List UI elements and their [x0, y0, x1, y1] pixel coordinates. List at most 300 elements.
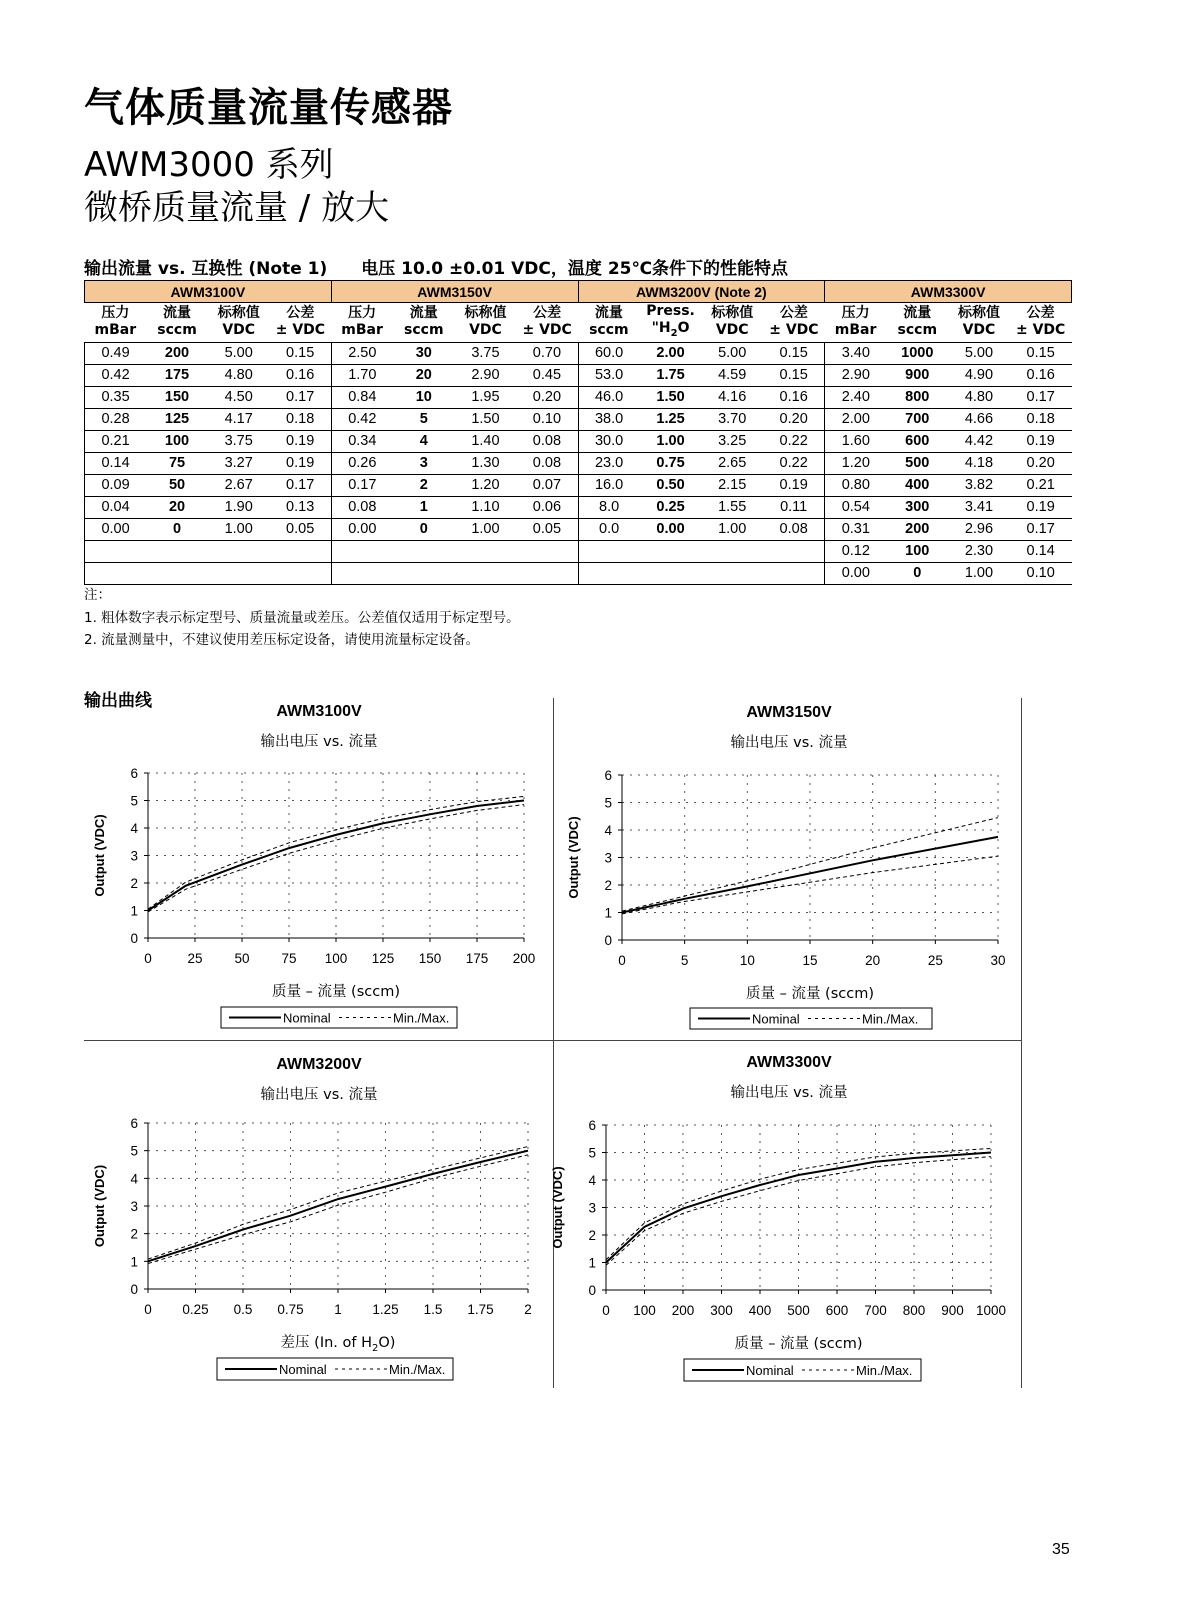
- legend-label-minmax: Min./Max.: [393, 1010, 450, 1026]
- table-cell: [85, 540, 147, 562]
- table-row: [85, 386, 1072, 408]
- legend-label-nominal: Nominal: [752, 1011, 800, 1027]
- x-tick-label: 15: [802, 953, 818, 968]
- table-cell: 3.75: [208, 430, 270, 452]
- y-tick-label: 5: [588, 1145, 596, 1161]
- table-cell: [763, 540, 825, 562]
- column-header-label: 标称值: [217, 305, 260, 322]
- table-cell: 125: [146, 408, 208, 430]
- table-cell: 38.0: [578, 408, 640, 430]
- series-line-min: [148, 805, 524, 912]
- x-tick-label: 0.5: [233, 1302, 253, 1317]
- column-header-label: 流量: [409, 305, 438, 322]
- table-cell: 0.19: [270, 430, 332, 452]
- chart-svg: [84, 1056, 554, 1401]
- table-cell: 1.50: [640, 386, 702, 408]
- chart-awm3150v: [554, 704, 1024, 1049]
- column-header-label: 标称值: [957, 305, 1000, 322]
- table-cell: [578, 562, 640, 584]
- table-column-header: [85, 303, 147, 343]
- series-line-min: [606, 1157, 991, 1266]
- table-cell: 200: [886, 518, 948, 540]
- table-cell: 1.00: [208, 518, 270, 540]
- table-cell: 0.20: [516, 386, 578, 408]
- chart-svg: [550, 1054, 1024, 1399]
- legend-label-minmax: Min./Max.: [856, 1363, 913, 1378]
- table-cell: 4.17: [208, 408, 270, 430]
- table-cell: 0.10: [1010, 562, 1072, 584]
- table-cell: 0.45: [516, 364, 578, 386]
- table-cell: 4.80: [948, 386, 1010, 408]
- table-cell: 46.0: [578, 386, 640, 408]
- column-header-label: 流量: [163, 305, 192, 322]
- y-axis-label: Output (VDC): [550, 1166, 565, 1249]
- table-cell: 0.18: [1010, 408, 1072, 430]
- table-cell: 900: [886, 364, 948, 386]
- table-row: [85, 474, 1072, 496]
- column-header-unit: ± VDC: [522, 322, 572, 339]
- chart-subtitle: 输出电压 vs. 流量: [260, 734, 378, 750]
- table-cell: 0.11: [763, 496, 825, 518]
- table-cell: 0.25: [640, 496, 702, 518]
- y-tick-label: 2: [130, 876, 138, 891]
- legend-label-minmax: Min./Max.: [862, 1011, 919, 1027]
- table-cell: 100: [886, 540, 948, 562]
- table-column-header: [640, 303, 702, 343]
- table-cell: 30.0: [578, 430, 640, 452]
- table-cell: 1.90: [208, 496, 270, 518]
- x-tick-label: 125: [371, 951, 395, 966]
- table-cell: 5: [393, 408, 455, 430]
- table-cell: 0.21: [85, 430, 147, 452]
- table-cell: 3.41: [948, 496, 1010, 518]
- x-tick-label: 400: [748, 1303, 772, 1318]
- table-cell: 3.40: [825, 342, 887, 364]
- table-cell: 1.55: [701, 496, 763, 518]
- table-cell: [516, 562, 578, 584]
- table-cell: [146, 562, 208, 584]
- table-cell: [208, 562, 270, 584]
- table-row: [85, 540, 1072, 562]
- table-column-header: [763, 303, 825, 343]
- y-tick-label: 3: [588, 1200, 596, 1216]
- table-cell: 1.25: [640, 408, 702, 430]
- x-tick-label: 0: [618, 953, 626, 968]
- table-cell: 0.42: [331, 408, 393, 430]
- table-column-header: [825, 303, 887, 343]
- table-cell: 0.08: [763, 518, 825, 540]
- x-tick-label: 200: [512, 951, 536, 966]
- table-cell: 10: [393, 386, 455, 408]
- table-cell: 0.84: [331, 386, 393, 408]
- table-column-header: [393, 303, 455, 343]
- table-cell: [270, 562, 332, 584]
- table-cell: 300: [886, 496, 948, 518]
- table-cell: 2.65: [701, 452, 763, 474]
- chart-title: AWM3300V: [746, 1054, 832, 1071]
- table-row: [85, 364, 1072, 386]
- table-cell: 1.30: [455, 452, 517, 474]
- column-header-unit: ± VDC: [1015, 322, 1066, 339]
- table-cell: 0.35: [85, 386, 147, 408]
- table-cell: 0.00: [825, 562, 887, 584]
- table-cell: 0.06: [516, 496, 578, 518]
- y-tick-label: 1: [130, 1254, 138, 1270]
- table-cell: 75: [146, 452, 208, 474]
- table-cell: 1.00: [701, 518, 763, 540]
- table-cell: 0.07: [516, 474, 578, 496]
- table-cell: 4.42: [948, 430, 1010, 452]
- column-header-unit: VDC: [962, 322, 996, 339]
- table-cell: 0.00: [331, 518, 393, 540]
- table-cell: 0.17: [270, 474, 332, 496]
- series-name: AWM3000 系列: [84, 145, 334, 185]
- table-cell: 1: [393, 496, 455, 518]
- table-cell: 0.21: [1010, 474, 1072, 496]
- y-tick-label: 6: [604, 768, 612, 783]
- table-cell: 8.0: [578, 496, 640, 518]
- x-tick-label: 1.25: [372, 1302, 399, 1317]
- x-tick-label: 2: [524, 1302, 532, 1317]
- table-cell: 4.80: [208, 364, 270, 386]
- table-cell: 1.20: [825, 452, 887, 474]
- table-cell: 0.17: [331, 474, 393, 496]
- x-tick-label: 25: [187, 951, 203, 966]
- table-column-header: [948, 303, 1010, 343]
- table-row: [85, 342, 1072, 364]
- note-2: 2. 流量测量中，不建议使用差压标定设备，请使用流量标定设备。: [84, 632, 480, 648]
- table-cell: 0.15: [763, 342, 825, 364]
- table-cell: 4: [393, 430, 455, 452]
- x-tick-label: 1.5: [423, 1302, 443, 1317]
- table-cell: [208, 540, 270, 562]
- table-cell: 2.50: [331, 342, 393, 364]
- chart-awm3200v: [84, 1056, 554, 1401]
- y-axis-label: Output (VDC): [92, 814, 107, 897]
- chart-awm3100v: [84, 703, 554, 1048]
- column-header-label: 标称值: [711, 305, 754, 322]
- x-tick-label: 1.75: [467, 1302, 494, 1317]
- table-group-header: AWM3300V: [825, 281, 1072, 303]
- y-tick-label: 0: [588, 1283, 596, 1298]
- x-tick-label: 100: [633, 1303, 656, 1318]
- legend-label-nominal: Nominal: [283, 1010, 331, 1026]
- table-column-header: [455, 303, 517, 343]
- table-cell: 175: [146, 364, 208, 386]
- column-header-unit: VDC: [469, 322, 502, 339]
- legend-label-nominal: Nominal: [746, 1363, 794, 1378]
- chart-title: AWM3150V: [746, 704, 832, 721]
- table-cell: 2.67: [208, 474, 270, 496]
- note-1: 1. 粗体数字表示标定型号、质量流量或差压。公差值仅适用于标定型号。: [84, 609, 520, 626]
- column-header-label: 公差: [286, 305, 315, 322]
- chart-awm3300v: [550, 1054, 1024, 1399]
- table-cell: 30: [393, 342, 455, 364]
- x-tick-label: 0.75: [277, 1302, 304, 1317]
- x-tick-label: 800: [902, 1303, 926, 1318]
- y-tick-label: 1: [130, 903, 138, 919]
- column-header-label: 公差: [1026, 305, 1055, 322]
- legend-label-nominal: Nominal: [279, 1362, 327, 1377]
- table-cell: 4.90: [948, 364, 1010, 386]
- page-title: 气体质量流量传感器: [84, 85, 453, 131]
- table-cell: [701, 540, 763, 562]
- table-cell: 150: [146, 386, 208, 408]
- x-tick-label: 75: [281, 951, 297, 966]
- table-cell: 0: [886, 562, 948, 584]
- page-number: 35: [1052, 1541, 1070, 1558]
- column-header-label: 公差: [779, 305, 808, 322]
- table-cell: 3.27: [208, 452, 270, 474]
- table-cell: [331, 540, 393, 562]
- y-axis-label: Output (VDC): [566, 816, 581, 899]
- table-cell: 2.00: [825, 408, 887, 430]
- column-header-unit: sccm: [404, 322, 444, 339]
- table-cell: 0: [146, 518, 208, 540]
- table-cell: [455, 540, 517, 562]
- table-cell: 0.22: [763, 430, 825, 452]
- x-tick-label: 0: [144, 1302, 152, 1317]
- column-header-label: 压力: [348, 305, 377, 322]
- table-cell: 0.19: [1010, 496, 1072, 518]
- y-tick-label: 1: [604, 905, 612, 921]
- table-cell: 0.75: [640, 452, 702, 474]
- y-tick-label: 4: [604, 823, 612, 838]
- x-axis-label: 质量 – 流量 (sccm): [271, 984, 401, 1000]
- y-axis-label: Output (VDC): [92, 1164, 107, 1248]
- table-cell: 0.50: [640, 474, 702, 496]
- y-tick-label: 4: [588, 1173, 596, 1188]
- x-tick-label: 50: [234, 951, 250, 966]
- table-row: [85, 496, 1072, 518]
- table-cell: 1.00: [948, 562, 1010, 584]
- table-cell: [701, 562, 763, 584]
- table-cell: 53.0: [578, 364, 640, 386]
- table-column-header: [270, 303, 332, 343]
- legend-label-minmax: Min./Max.: [389, 1362, 446, 1377]
- table-cell: 1.70: [331, 364, 393, 386]
- column-header-unit: ± VDC: [275, 322, 326, 339]
- table-cell: 0.19: [1010, 430, 1072, 452]
- table-cell: 2.00: [640, 342, 702, 364]
- table-column-header: [578, 303, 640, 343]
- table-cell: 0.22: [763, 452, 825, 474]
- table-cell: 60.0: [578, 342, 640, 364]
- y-tick-label: 5: [130, 1143, 138, 1159]
- table-heading-left: 输出流量 vs. 互换性 (Note 1): [84, 259, 328, 279]
- table-cell: [455, 562, 517, 584]
- chart-svg: [84, 703, 554, 1048]
- column-header-unit: VDC: [222, 322, 256, 339]
- column-header-unit: sccm: [157, 322, 197, 339]
- table-cell: 0.14: [85, 452, 147, 474]
- chart-title: AWM3200V: [276, 1056, 362, 1073]
- table-column-header: [146, 303, 208, 343]
- table-cell: [516, 540, 578, 562]
- table-cell: 500: [886, 452, 948, 474]
- table-cell: [146, 540, 208, 562]
- y-tick-label: 3: [130, 1199, 138, 1214]
- table-group-header: AWM3150V: [331, 281, 578, 303]
- table-column-header: [886, 303, 948, 343]
- table-cell: 0.17: [1010, 386, 1072, 408]
- table-cell: 0.80: [825, 474, 887, 496]
- table-column-header: [1010, 303, 1072, 343]
- table-cell: 5.00: [701, 342, 763, 364]
- chart-svg: [554, 704, 1024, 1049]
- page-subtitle: 微桥质量流量 / 放大: [84, 188, 390, 228]
- table-cell: 100: [146, 430, 208, 452]
- table-cell: 0.49: [85, 342, 147, 364]
- y-tick-label: 2: [130, 1226, 138, 1242]
- table-cell: 0.20: [1010, 452, 1072, 474]
- x-axis-label: 质量 – 流量 (sccm): [734, 1336, 863, 1352]
- notes: [84, 584, 520, 652]
- column-header-label: 公差: [533, 305, 562, 322]
- table-heading: [84, 254, 788, 279]
- table-cell: [270, 540, 332, 562]
- table-cell: 3.75: [455, 342, 517, 364]
- table-cell: [331, 562, 393, 584]
- table-row: [85, 562, 1072, 584]
- x-tick-label: 0.25: [182, 1302, 209, 1317]
- x-tick-label: 0: [144, 951, 152, 966]
- table-cell: 0.15: [270, 342, 332, 364]
- y-tick-label: 6: [130, 766, 138, 781]
- table-cell: 0.28: [85, 408, 147, 430]
- table-cell: 4.66: [948, 408, 1010, 430]
- table-cell: 0.00: [640, 518, 702, 540]
- performance-table: [84, 280, 1072, 585]
- table-cell: 0.00: [85, 518, 147, 540]
- table-cell: 0.14: [1010, 540, 1072, 562]
- table-cell: [393, 562, 455, 584]
- x-tick-label: 5: [680, 953, 689, 968]
- table-cell: [763, 562, 825, 584]
- table-cell: 0.05: [270, 518, 332, 540]
- chart-subtitle: 输出电压 vs. 流量: [730, 1085, 848, 1101]
- table-cell: 23.0: [578, 452, 640, 474]
- column-header-label: 压力: [101, 305, 130, 322]
- table-cell: 0.19: [270, 452, 332, 474]
- table-cell: 2.96: [948, 518, 1010, 540]
- table-cell: 2: [393, 474, 455, 496]
- table-cell: 0.0: [578, 518, 640, 540]
- y-tick-label: 0: [130, 931, 138, 946]
- table-cell: 20: [393, 364, 455, 386]
- x-tick-label: 1000: [975, 1303, 1007, 1318]
- notes-label: 注：: [84, 587, 111, 603]
- y-tick-label: 0: [130, 1282, 138, 1297]
- column-header-label: 流量: [903, 305, 932, 322]
- table-cell: 1.75: [640, 364, 702, 386]
- x-tick-label: 20: [865, 953, 881, 968]
- column-header-unit: sccm: [897, 322, 938, 339]
- table-cell: 3.82: [948, 474, 1010, 496]
- column-header-unit: mBar: [341, 322, 383, 339]
- column-header-label: 压力: [841, 305, 870, 322]
- x-tick-label: 150: [418, 951, 442, 966]
- y-tick-label: 2: [588, 1228, 596, 1243]
- table-cell: 2.30: [948, 540, 1010, 562]
- column-header-unit: VDC: [715, 322, 749, 339]
- chart-subtitle: 输出电压 vs. 流量: [730, 735, 848, 751]
- table-cell: 400: [886, 474, 948, 496]
- table-cell: 200: [146, 342, 208, 364]
- table-cell: 2.90: [455, 364, 517, 386]
- table-column-header: [208, 303, 270, 343]
- x-tick-label: 500: [787, 1303, 810, 1318]
- table-row: [85, 408, 1072, 430]
- table-cell: 0.04: [85, 496, 147, 518]
- table-cell: 600: [886, 430, 948, 452]
- table-cell: [578, 540, 640, 562]
- table-cell: 0.09: [85, 474, 147, 496]
- chart-title: AWM3100V: [276, 703, 362, 720]
- table-cell: 2.40: [825, 386, 887, 408]
- x-axis-label: 差压 (In. of $H_2O$): [280, 1335, 396, 1354]
- y-tick-label: 4: [130, 1171, 138, 1187]
- table-cell: 0.15: [1010, 342, 1072, 364]
- table-cell: 16.0: [578, 474, 640, 496]
- table-cell: [640, 562, 702, 584]
- x-tick-label: 600: [825, 1303, 849, 1318]
- table-cell: 0.10: [516, 408, 578, 430]
- table-column-header: [701, 303, 763, 343]
- x-tick-label: 200: [671, 1303, 695, 1318]
- table-column-header: [516, 303, 578, 343]
- table-cell: 1000: [886, 342, 948, 364]
- table-cell: 2.15: [701, 474, 763, 496]
- table-cell: 700: [886, 408, 948, 430]
- table-heading-right: 电压 10.0 ±0.01 VDC，温度 25℃条件下的性能特点: [361, 259, 789, 279]
- table-cell: 3.70: [701, 408, 763, 430]
- table-cell: 0.17: [270, 386, 332, 408]
- x-tick-label: 10: [739, 953, 755, 968]
- table-cell: 3.25: [701, 430, 763, 452]
- table-cell: 50: [146, 474, 208, 496]
- chart-subtitle: 输出电压 vs. 流量: [260, 1087, 378, 1103]
- curves-heading: 输出曲线: [84, 691, 152, 711]
- x-tick-label: 175: [465, 951, 489, 966]
- table-cell: 0.34: [331, 430, 393, 452]
- y-tick-label: 4: [130, 821, 138, 836]
- y-tick-label: 2: [604, 878, 612, 893]
- y-tick-label: 6: [130, 1116, 138, 1131]
- table-cell: 0.17: [1010, 518, 1072, 540]
- table-cell: 0.12: [825, 540, 887, 562]
- table-cell: 0.26: [331, 452, 393, 474]
- x-tick-label: 1: [334, 1302, 342, 1317]
- table-cell: 3: [393, 452, 455, 474]
- x-axis-label: 质量 – 流量 (sccm): [745, 986, 875, 1002]
- table-cell: 0.16: [270, 364, 332, 386]
- table-cell: 2.90: [825, 364, 887, 386]
- x-tick-label: 25: [927, 953, 943, 968]
- table-cell: [640, 540, 702, 562]
- table-cell: 0.13: [270, 496, 332, 518]
- x-tick-label: 900: [941, 1303, 964, 1318]
- table-cell: 0.19: [763, 474, 825, 496]
- table-cell: 4.59: [701, 364, 763, 386]
- column-header-unit: mBar: [834, 322, 877, 339]
- table-cell: 1.20: [455, 474, 517, 496]
- column-header-unit: sccm: [589, 322, 629, 339]
- table-cell: 1.40: [455, 430, 517, 452]
- column-header-label: Press.: [646, 303, 695, 319]
- table-row: [85, 518, 1072, 540]
- y-tick-label: 5: [604, 795, 612, 811]
